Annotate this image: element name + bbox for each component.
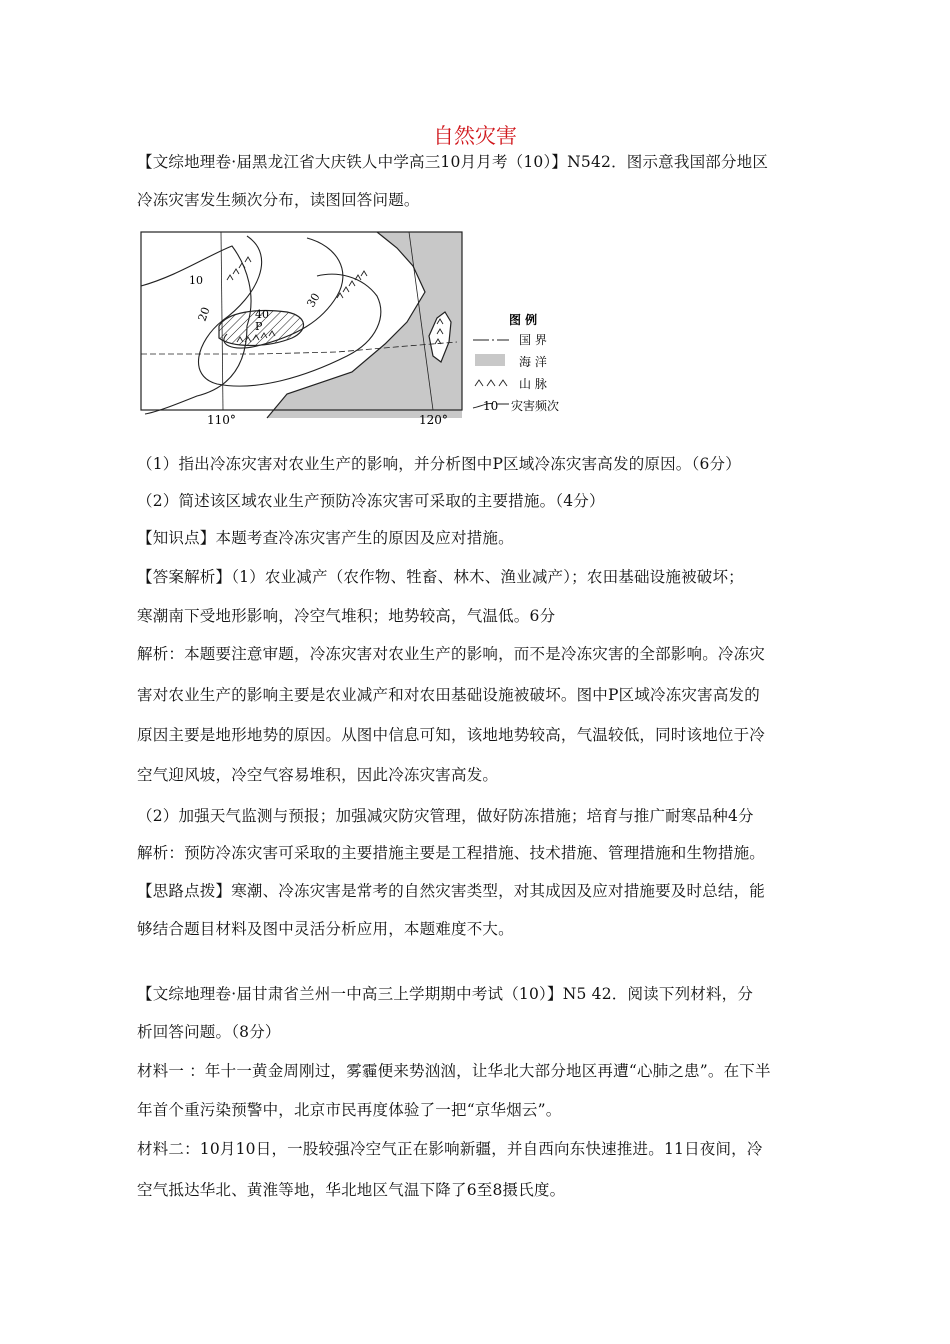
material1-line2: 年首个重污染预警中，北京市民再度体验了一把“京华烟云”。	[137, 1101, 562, 1119]
lon-label: 110°	[207, 413, 236, 426]
svg-text:山 脉: 山 脉	[519, 377, 547, 391]
tip-line2: 够结合题目材料及图中灵活分析应用，本题难度不大。	[137, 920, 514, 938]
q1-sub2: （2）简述该区域农业生产预防冷冻灾害可采取的主要措施。（4分）	[137, 492, 605, 510]
q1-header-line2: 冷冻灾害发生频次分布，读图回答问题。	[137, 191, 420, 209]
page-title: 自然灾害	[433, 124, 517, 148]
analysis-line: 害对农业生产的影响主要是农业减产和对农田基础设施被破坏。图中P区域冷冻灾害高发的	[137, 686, 760, 704]
svg-text:灾害频次: 灾害频次	[511, 399, 560, 413]
contour-label: 30	[304, 290, 323, 310]
svg-text:海 洋: 海 洋	[519, 355, 547, 369]
analysis-line: 原因主要是地形地势的原因。从图中信息可知，该地地势较高，气温较低，同时该地位于冷	[137, 726, 766, 744]
material2-line1: 材料二：10月10日，一股较强冷空气正在影响新疆，并自西向东快速推进。11日夜间，冷	[137, 1140, 763, 1158]
answer-line2: 寒潮南下受地形影响，冷空气堆积；地势较高，气温低。6分	[137, 607, 556, 625]
answer2: （2）加强天气监测与预报；加强减灾防灾管理，做好防冻措施；培育与推广耐寒品种4分	[137, 807, 754, 825]
answer-line1: 【答案解析】（1）农业减产（农作物、牲畜、林木、渔业减产）；农田基础设施被破坏；	[137, 568, 744, 586]
svg-text:国 界: 国 界	[519, 333, 547, 347]
analysis-line: 解析：本题要注意审题，冷冻灾害对农业生产的影响，而不是冷冻灾害的全部影响。冷冻灾	[137, 645, 766, 663]
svg-text:图 例: 图 例	[509, 313, 538, 327]
q2-header-line2: 析回答问题。（8分）	[137, 1023, 281, 1041]
contour-label: 20	[195, 305, 213, 324]
region-label: P	[255, 320, 263, 333]
tip-line1: 【思路点拨】寒潮、冷冻灾害是常考的自然灾害类型，对其成因及应对措施要及时总结，能	[137, 882, 766, 900]
analysis-line: 空气迎风坡，冷空气容易堆积，因此冷冻灾害高发。	[137, 766, 499, 784]
cold-disaster-map	[137, 226, 597, 426]
knowledge-point: 【知识点】本题考查冷冻灾害产生的原因及应对措施。	[137, 529, 514, 547]
svg-text:10: 10	[483, 399, 499, 413]
q2-header-line1: 【文综地理卷·届甘肃省兰州一中高三上学期期中考试（10）】N5 42．阅读下列材料，分	[137, 985, 754, 1003]
contour-label: 40	[255, 308, 269, 321]
legend	[473, 312, 559, 413]
q1-sub1: （1）指出冷冻灾害对农业生产的影响，并分析图中P区域冷冻灾害高发的原因。（6分）	[137, 455, 741, 473]
material1-line1: 材料一 ：年十一黄金周刚过，雾霾便来势汹汹，让华北大部分地区再遭“心肺之患”。在下半	[137, 1062, 771, 1080]
q1-header-line1: 【文综地理卷·届黑龙江省大庆铁人中学高三10月月考（10）】N542．图示意我国部分地区	[137, 153, 769, 171]
contour-label: 10	[189, 274, 203, 287]
material2-line2: 空气抵达华北、黄淮等地，华北地区气温下降了6至8摄氏度。	[137, 1181, 566, 1199]
lon-label: 120°	[419, 413, 448, 426]
analysis2: 解析：预防冷冻灾害可采取的主要措施主要是工程措施、技术措施、管理措施和生物措施。	[137, 844, 766, 862]
